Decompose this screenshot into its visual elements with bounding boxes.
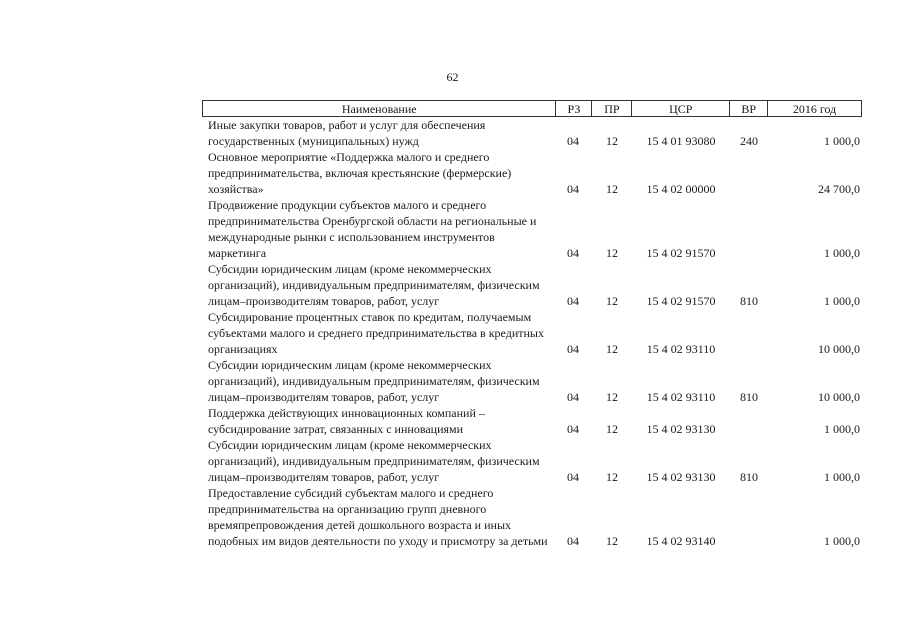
row-name: Субсидирование процентных ставок по кредитам, получаемым субъектами малого и среднего предпринимательства в кредитных организациях (208, 310, 544, 356)
row-name: Поддержка действующих инновационных компаний – субсидирование затрат, связанных с инновациями (208, 406, 485, 436)
row-rz: 04 (567, 390, 579, 404)
table-row (202, 149, 862, 197)
row-amount: 10 000,0 (818, 390, 860, 404)
row-amount: 1 000,0 (824, 246, 860, 260)
row-name: Основное мероприятие «Поддержка малого и среднего предпринимательства, включая крестьянские (фермерские) хозяйства» (208, 150, 512, 196)
row-vr: 810 (740, 294, 758, 308)
table-row (202, 405, 862, 437)
row-csr: 15 4 02 91570 (646, 294, 716, 308)
table-row (202, 437, 862, 485)
table-row (202, 117, 862, 149)
table-row (202, 357, 862, 405)
table-header (202, 100, 862, 117)
row-rz: 04 (567, 134, 579, 148)
row-amount: 10 000,0 (818, 342, 860, 356)
table-row (202, 309, 862, 357)
row-pr: 12 (606, 534, 618, 548)
row-name: Предоставление субсидий субъектам малого и среднего предпринимательства на организацию групп дневного времяпрепровождения детей дошкольного возраста и иных подобных им видов деятельности по уходу и присмотру за детьми (208, 486, 548, 548)
row-rz: 04 (567, 342, 579, 356)
row-name: Субсидии юридическим лицам (кроме некоммерческих организаций), индивидуальным предпринимателям, физическим лицам–производителям товаров, работ, услуг (208, 438, 540, 484)
row-amount: 1 000,0 (824, 294, 860, 308)
row-pr: 12 (606, 182, 618, 196)
row-csr: 15 4 02 93140 (646, 534, 716, 548)
header-vr: ВР (730, 101, 768, 116)
row-rz: 04 (567, 534, 579, 548)
row-pr: 12 (606, 422, 618, 436)
row-pr: 12 (606, 134, 618, 148)
row-vr: 810 (740, 470, 758, 484)
row-rz: 04 (567, 246, 579, 260)
header-name: Наименование (203, 101, 556, 116)
row-csr: 15 4 02 93110 (646, 342, 716, 356)
row-amount: 24 700,0 (818, 182, 860, 196)
row-csr: 15 4 01 93080 (646, 134, 716, 148)
header-year: 2016 год (768, 101, 862, 116)
row-amount: 1 000,0 (824, 422, 860, 436)
row-name: Субсидии юридическим лицам (кроме некоммерческих организаций), индивидуальным предпринимателям, физическим лицам–производителям товаров, работ, услуг (208, 262, 540, 308)
table-row (202, 197, 862, 261)
header-pr: ПР (592, 101, 632, 116)
row-csr: 15 4 02 93130 (646, 422, 716, 436)
row-rz: 04 (567, 422, 579, 436)
row-amount: 1 000,0 (824, 534, 860, 548)
row-rz: 04 (567, 182, 579, 196)
row-amount: 1 000,0 (824, 134, 860, 148)
page-number: 62 (446, 70, 459, 84)
row-name: Продвижение продукции субъектов малого и среднего предпринимательства Оренбургской области на региональные и международные рынки с использованием инструментов маркетинга (208, 198, 537, 260)
row-name: Иные закупки товаров, работ и услуг для обеспечения государственных (муниципальных) нужд (208, 118, 486, 148)
row-csr: 15 4 02 91570 (646, 246, 716, 260)
row-pr: 12 (606, 342, 618, 356)
row-vr: 810 (740, 390, 758, 404)
row-rz: 04 (567, 294, 579, 308)
table-row (202, 485, 862, 549)
row-rz: 04 (567, 470, 579, 484)
row-vr: 240 (740, 134, 758, 148)
row-pr: 12 (606, 246, 618, 260)
table-row (202, 261, 862, 309)
header-csr: ЦСР (632, 101, 730, 116)
row-csr: 15 4 02 00000 (646, 182, 716, 196)
row-amount: 1 000,0 (824, 470, 860, 484)
row-name: Субсидии юридическим лицам (кроме некоммерческих организаций), индивидуальным предпринимателям, физическим лицам–производителям товаров, работ, услуг (208, 358, 540, 404)
budget-table (202, 100, 862, 549)
row-pr: 12 (606, 390, 618, 404)
row-pr: 12 (606, 294, 618, 308)
row-csr: 15 4 02 93110 (646, 390, 716, 404)
row-csr: 15 4 02 93130 (646, 470, 716, 484)
row-pr: 12 (606, 470, 618, 484)
header-rz: РЗ (556, 101, 592, 116)
